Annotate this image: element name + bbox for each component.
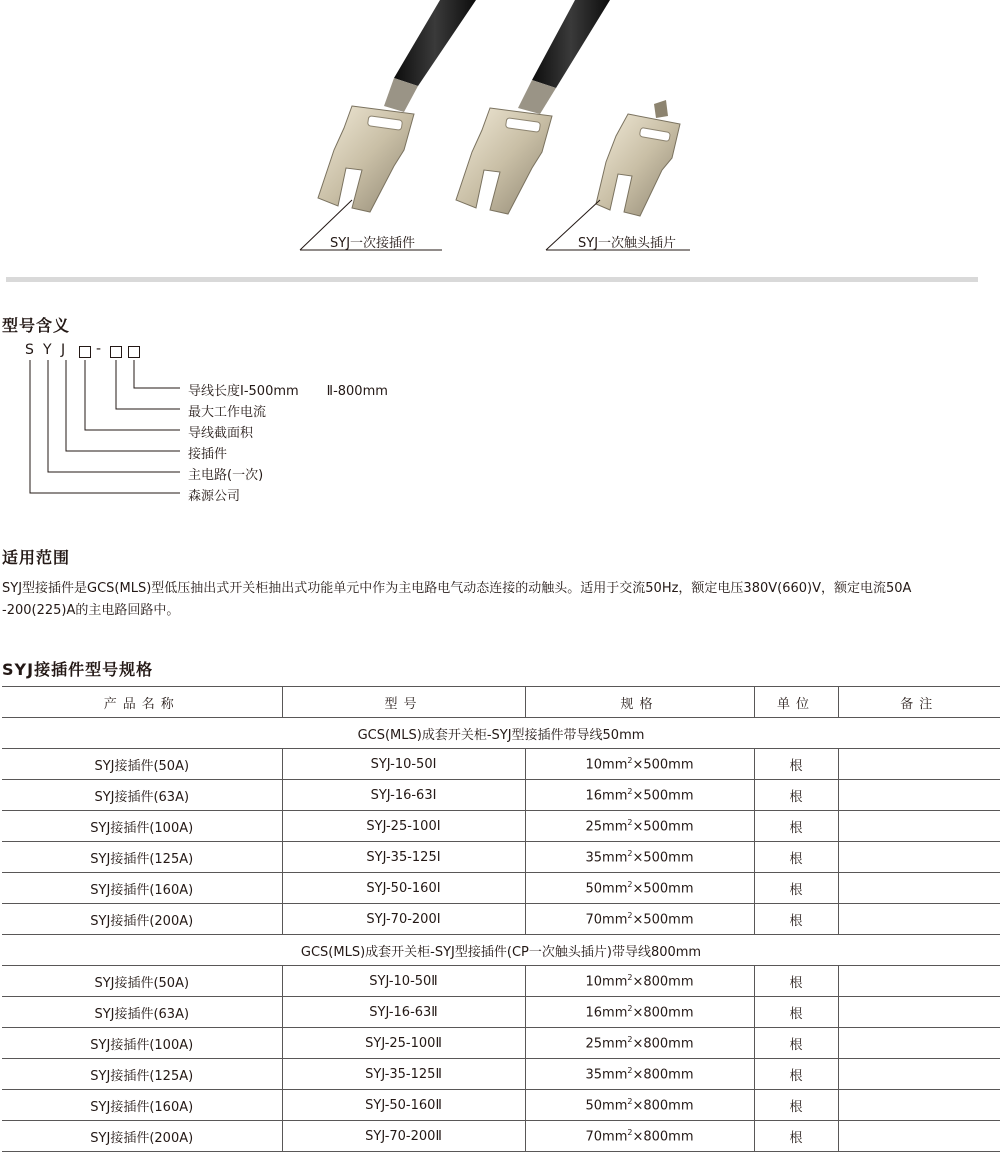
scope-paragraph [2,578,1000,622]
cell-model: SYJ-35-125Ⅰ [282,842,525,873]
cell-name: SYJ接插件(63A) [2,997,282,1028]
scope-line-2: -200(225)A的主电路回路中。 [2,603,180,618]
cell-spec [525,780,754,811]
cell-unit: 根 [754,873,838,904]
group-title: GCS(MLS)成套开关柜-SYJ型接插件(CP一次触头插片)带导线800mm [2,935,1000,966]
spec-size: 35mm [585,1067,628,1083]
spec-size: 16mm [585,788,628,804]
table-row [2,997,1000,1028]
product-photo [0,0,1000,260]
cell-spec [525,1059,754,1090]
connector-2-image [456,0,610,214]
scope-heading: 适用范围 [2,548,71,567]
cell-name: SYJ接插件(50A) [2,749,282,780]
cell-note [838,842,1000,873]
spec-size: 70mm [585,1129,628,1145]
cell-note [838,873,1000,904]
spec-exponent: 2 [627,1003,633,1013]
spec-exponent: 2 [627,1127,633,1137]
spec-length: ×500mm [632,819,694,835]
scope-line-1: SYJ型接插件是GCS(MLS)型低压抽出式开关柜抽出式功能单元中作为主电路电气动态连接的动触头。适用于交流50Hz，额定电压380V(660)V，额定电流50A [2,581,912,596]
cell-model: SYJ-50-160Ⅱ [282,1090,525,1121]
cell-spec [525,1090,754,1121]
spec-length: ×800mm [632,1005,694,1021]
code-char-y: Y [43,342,52,358]
cell-note [838,749,1000,780]
spec-exponent: 2 [627,879,633,889]
cell-unit: 根 [754,842,838,873]
spec-size: 25mm [585,819,628,835]
connector-1-image [318,0,476,212]
spec-exponent: 2 [627,848,633,858]
spec-length: ×800mm [632,1036,694,1052]
col-header-note: 备注 [838,687,1000,718]
cell-unit: 根 [754,811,838,842]
cell-model: SYJ-25-100Ⅱ [282,1028,525,1059]
cell-spec [525,811,754,842]
table-row [2,1059,1000,1090]
cell-name: SYJ接插件(200A) [2,904,282,935]
cell-unit: 根 [754,997,838,1028]
cell-spec [525,997,754,1028]
cell-note [838,1090,1000,1121]
code-dash: - [96,341,102,357]
cell-model: SYJ-70-200Ⅱ [282,1121,525,1152]
spec-exponent: 2 [627,1096,633,1106]
table-row [2,811,1000,842]
cell-spec [525,904,754,935]
spec-size: 16mm [585,1005,628,1021]
model-meaning-heading: 型号含义 [2,316,71,335]
cell-spec [525,842,754,873]
spec-length: ×500mm [632,881,694,897]
cell-name: SYJ接插件(125A) [2,842,282,873]
cell-name: SYJ接插件(50A) [2,966,282,997]
cell-unit: 根 [754,966,838,997]
cell-name: SYJ接插件(63A) [2,780,282,811]
cell-unit: 根 [754,1090,838,1121]
cell-model: SYJ-25-100Ⅰ [282,811,525,842]
spec-length: ×500mm [632,757,694,773]
spec-size: 10mm [585,757,628,773]
caption-contact-blade: SYJ一次触头插片 [578,236,677,251]
cell-name: SYJ接插件(100A) [2,1028,282,1059]
cell-model: SYJ-50-160Ⅰ [282,873,525,904]
cell-note [838,780,1000,811]
legend-max-current: 最大工作电流 [188,405,267,420]
table-row [2,1028,1000,1059]
col-header-spec: 规格 [525,687,754,718]
table-body [2,718,1000,1152]
cell-model: SYJ-16-63Ⅰ [282,780,525,811]
legend-company: 森源公司 [188,489,241,504]
cell-spec [525,873,754,904]
cell-model: SYJ-16-63Ⅱ [282,997,525,1028]
spec-length: ×800mm [632,1098,694,1114]
spec-exponent: 2 [627,755,633,765]
legend-cross-section: 导线截面积 [188,426,254,441]
cell-unit: 根 [754,904,838,935]
cell-unit: 根 [754,780,838,811]
table-row [2,1090,1000,1121]
group-title: GCS(MLS)成套开关柜-SYJ型接插件带导线50mm [2,718,1000,749]
cell-name: SYJ接插件(160A) [2,873,282,904]
spec-length: ×800mm [632,1129,694,1145]
spec-size: 10mm [585,974,628,990]
cell-model: SYJ-10-50Ⅰ [282,749,525,780]
legend-main-circuit: 主电路(一次) [188,468,264,483]
col-header-unit: 单位 [754,687,838,718]
model-legend-lines [0,358,200,498]
spec-table [2,686,1000,1152]
col-header-name: 产品名称 [2,687,282,718]
spec-table-heading: SYJ接插件型号规格 [2,660,154,679]
cell-note [838,811,1000,842]
cell-note [838,966,1000,997]
spec-size: 35mm [585,850,628,866]
cell-model: SYJ-35-125Ⅱ [282,1059,525,1090]
table-group-row [2,718,1000,749]
spec-size: 50mm [585,881,628,897]
spec-exponent: 2 [627,817,633,827]
table-group-row [2,935,1000,966]
cell-name: SYJ接插件(125A) [2,1059,282,1090]
cell-spec [525,1121,754,1152]
cell-spec [525,749,754,780]
spec-size: 70mm [585,912,628,928]
code-char-j: J [61,342,66,358]
cell-unit: 根 [754,1059,838,1090]
cell-note [838,1059,1000,1090]
cell-name: SYJ接插件(200A) [2,1121,282,1152]
cell-note [838,997,1000,1028]
code-char-s: S [25,342,34,358]
code-box-3 [128,346,140,358]
table-row [2,904,1000,935]
table-row [2,873,1000,904]
spec-exponent: 2 [627,1034,633,1044]
spec-exponent: 2 [627,1065,633,1075]
cell-spec [525,1028,754,1059]
table-row [2,780,1000,811]
cell-model: SYJ-10-50Ⅱ [282,966,525,997]
spec-size: 25mm [585,1036,628,1052]
table-row [2,842,1000,873]
cell-name: SYJ接插件(160A) [2,1090,282,1121]
spec-length: ×800mm [632,974,694,990]
cell-note [838,904,1000,935]
cell-unit: 根 [754,1121,838,1152]
spec-length: ×500mm [632,912,694,928]
spec-length: ×800mm [632,1067,694,1083]
caption-connector: SYJ一次接插件 [330,236,416,251]
cell-unit: 根 [754,749,838,780]
table-header-row [2,687,1000,718]
code-box-2 [110,346,122,358]
cell-note [838,1028,1000,1059]
table-row [2,966,1000,997]
cell-spec [525,966,754,997]
spec-length: ×500mm [632,850,694,866]
spec-exponent: 2 [627,910,633,920]
legend-wire-length: 导线长度Ⅰ-500mm Ⅱ-800mm [188,384,388,399]
table-row [2,749,1000,780]
col-header-model: 型号 [282,687,525,718]
spec-exponent: 2 [627,972,633,982]
spec-exponent: 2 [627,786,633,796]
contact-blade-image [596,100,680,216]
table-row [2,1121,1000,1152]
section-divider [6,277,978,282]
code-box-1 [79,346,91,358]
cell-model: SYJ-70-200Ⅰ [282,904,525,935]
cell-name: SYJ接插件(100A) [2,811,282,842]
cell-unit: 根 [754,1028,838,1059]
cell-note [838,1121,1000,1152]
legend-connector: 接插件 [188,447,228,462]
spec-size: 50mm [585,1098,628,1114]
spec-length: ×500mm [632,788,694,804]
